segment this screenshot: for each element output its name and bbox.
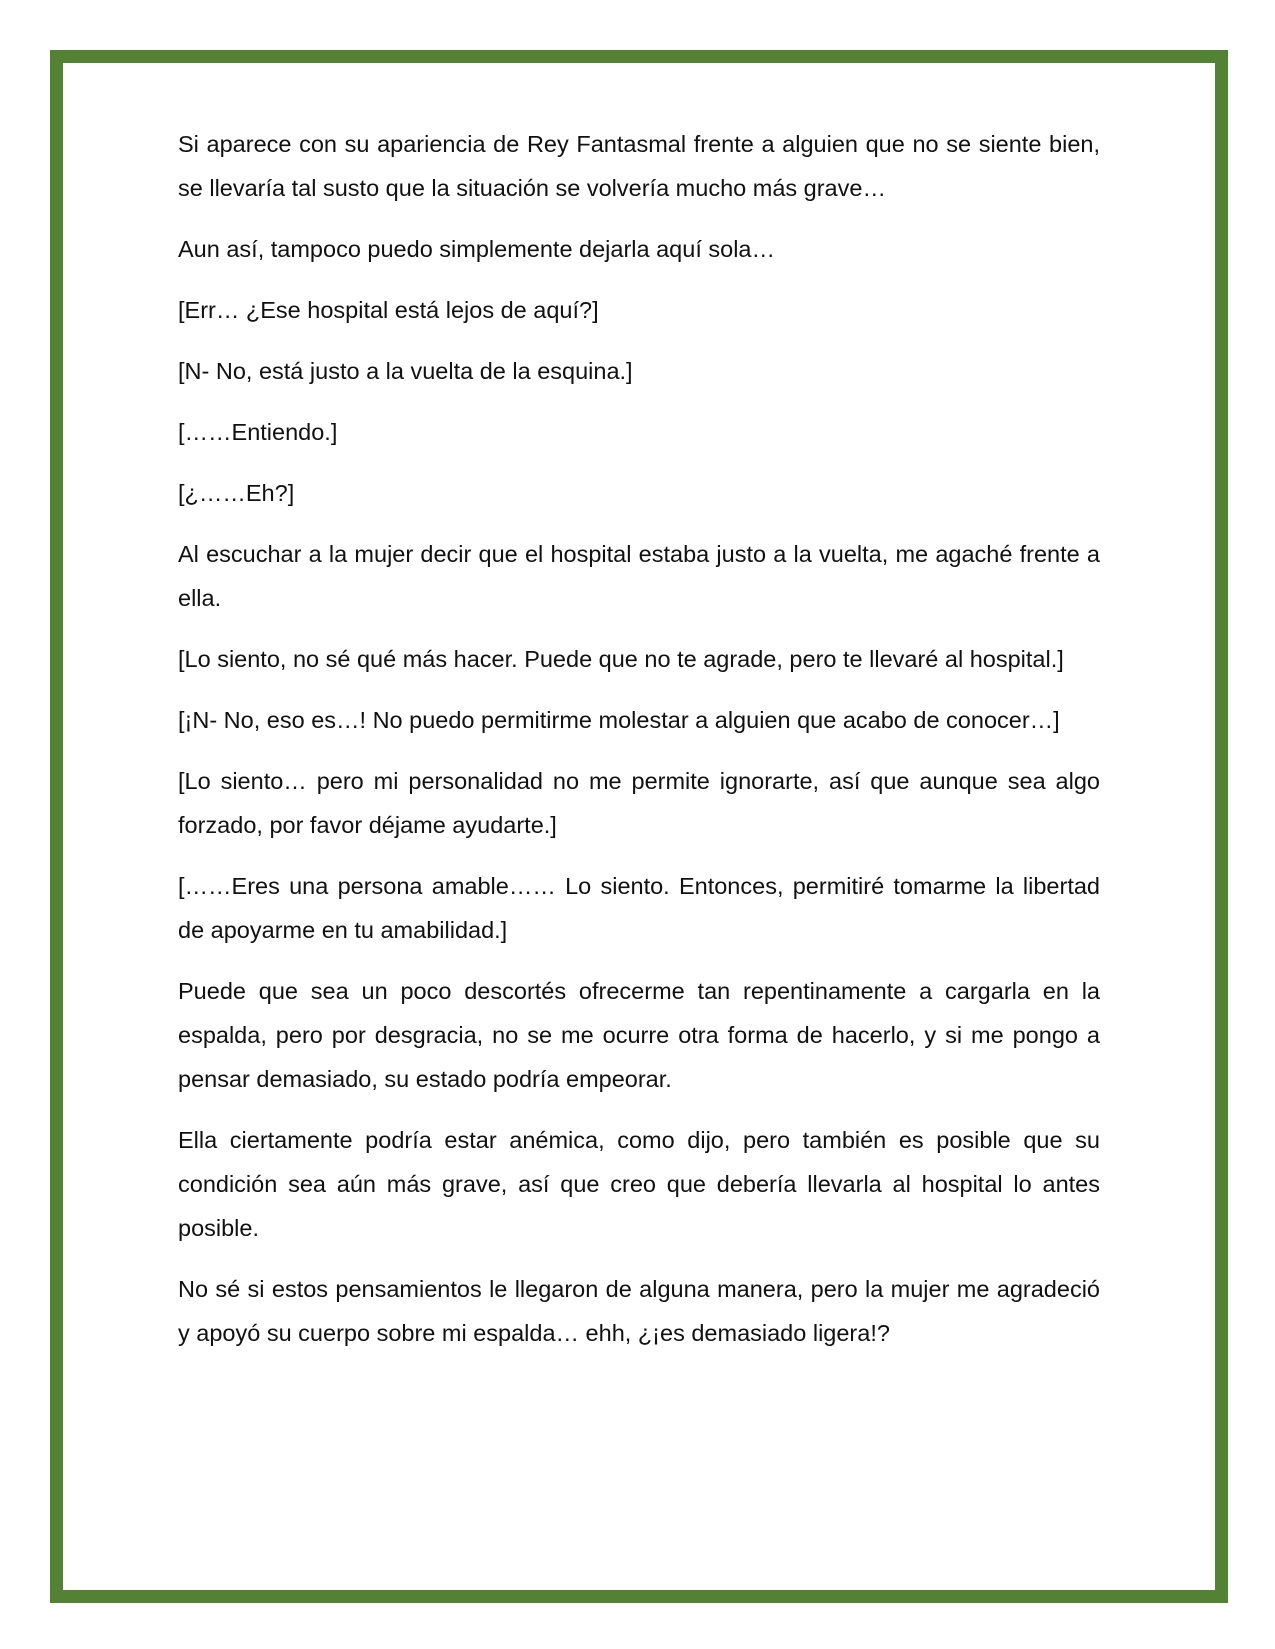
- paragraph: Ella ciertamente podría estar anémica, como dijo, pero también es posible que su condición sea aún más grave, así que creo que debería llevarla al hospital lo antes posible.: [178, 1127, 1100, 1241]
- paragraph: Aun así, tampoco puedo simplemente dejarla aquí sola…: [178, 236, 775, 262]
- paragraph: Al escuchar a la mujer decir que el hospital estaba justo a la vuelta, me agaché frente a ella.: [178, 541, 1100, 611]
- document-body: [178, 122, 1100, 1372]
- paragraph: Puede que sea un poco descortés ofrecerme tan repentinamente a cargarla en la espalda, pero por desgracia, no se me ocurre otra forma de hacerlo, y si me pongo a pensar demasiado, su estado podría empeorar.: [178, 978, 1100, 1092]
- paragraph: [¡N- No, eso es…! No puedo permitirme molestar a alguien que acabo de conocer…]: [178, 707, 1060, 733]
- paragraph: [Lo siento… pero mi personalidad no me permite ignorarte, así que aunque sea algo forzado, por favor déjame ayudarte.]: [178, 768, 1100, 838]
- paragraph: [……Entiendo.]: [178, 419, 338, 445]
- paragraph: No sé si estos pensamientos le llegaron de alguna manera, pero la mujer me agradeció y apoyó su cuerpo sobre mi espalda… ehh, ¿¡es demasiado ligera!?: [178, 1276, 1100, 1346]
- paragraph: [Err… ¿Ese hospital está lejos de aquí?]: [178, 297, 599, 323]
- paragraph: Si aparece con su apariencia de Rey Fantasmal frente a alguien que no se siente bien, se llevaría tal susto que la situación se volvería mucho más grave…: [178, 131, 1100, 201]
- paragraph: [¿……Eh?]: [178, 480, 295, 506]
- paragraph: [N- No, está justo a la vuelta de la esquina.]: [178, 358, 633, 384]
- paragraph: [Lo siento, no sé qué más hacer. Puede que no te agrade, pero te llevaré al hospital.]: [178, 646, 1064, 672]
- paragraph: [……Eres una persona amable…… Lo siento. Entonces, permitiré tomarme la libertad de apoyarme en tu amabilidad.]: [178, 873, 1100, 943]
